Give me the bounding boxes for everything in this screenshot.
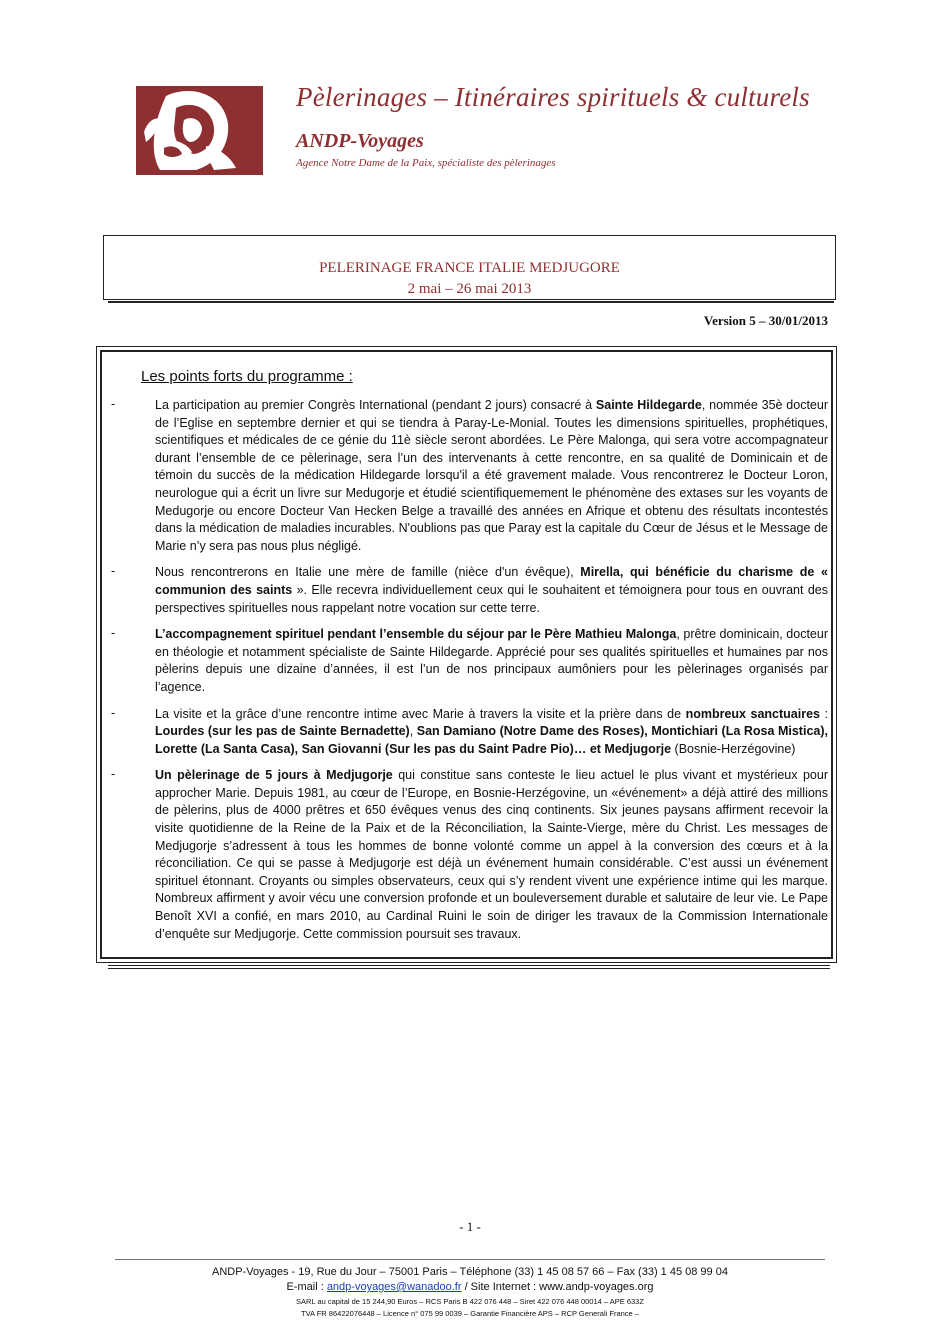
- section-heading: Les points forts du programme :: [141, 368, 353, 385]
- text-run: (Bosnie-Herzégovine): [671, 741, 796, 756]
- agency-tagline: Agence Notre Dame de la Paix, spécialiste des pèlerinages: [296, 157, 556, 169]
- bold-text-run: Lourdes (sur les pas de Sainte Bernadette): [155, 724, 410, 739]
- text-run: La participation au premier Congrès International (pendant 2 jours) consacré à: [155, 398, 596, 412]
- text-run: ,: [409, 724, 417, 739]
- text-run: , nommée 35è docteur de l’Eglise en septembre dernier et qui se tiendra à Paray-Le-Monial. Toutes les dimensions spirituelles, prophétiques, scientifiques et médicales de ce génie du 11è siècle seront abordées. Le Père Malonga, qui sera votre accompagnateur durant l’ensemble de ce pèlerinage, sera l’un des intervenants à cette rencontre, en sa qualité de Dominicain et de témoin du succès de la médication Hildegarde lorsqu'il a été gravement malade. Vous rencontrerez le Docteur Loron, neurologue qui a écrit un livre sur Medugorje et étudié scientifiquemement le phénomène des extases sur les voyants de Medugorje ou encore Docteur Van Hecken Belge a travaillé des années en Afrique et obtenu des résultats incontestés dans la médication de maladies incurables. N'oublions pas que Paray est la capitale du Cœur de Jésus et le Message de Marie n’y sera pas nous plus négligé.: [155, 398, 828, 553]
- list-item: [110, 706, 828, 759]
- bullet-dash: -: [111, 397, 116, 411]
- list-item: [110, 397, 828, 555]
- bold-text-run: L’accompagnement spirituel pendant l’ensemble du séjour par le Père Mathieu Malonga: [155, 627, 677, 642]
- list-item-text: [155, 397, 828, 555]
- text-run: qui constitue sans conteste le lieu actuel le plus vivant et mystérieux pour approcher Marie. Depuis 1981, au cœur de l’Europe, en Bosnie-Herzégovine, un «événement» a déjà attiré des millions de pèlerins, plus de 4000 prêtres et 650 évêques venus des cinq continents. Six jeunes paysans affirment recevoir la visite quotidienne de la Reine de la Paix et de la Réconciliation, la Sainte-Vierge, mère du Christ. Les messages de Medjugorje s’adressent à tous les hommes de bonne volonté comme un appel à la conversion des cœurs et à la réconciliation. Ce qui se passe à Medjugorje est déjà un événement humain considérable. C’est aussi un événement spirituel étonnant. Croyants ou simples observateurs, ceux qui s’y rendent vivent une expérience intime qui les marque. Nombreux affirment y avoir vécu une conversion profonde et un bouleversement durable et salutaire de leur vie. Le Pape Benoît XVI a confié, en mars 2010, au Cardinal Ruini le soin de diriger les travaux de la Commission Internationale d’enquête sur Medjugorje. Cette commission poursuit ses travaux.: [155, 768, 828, 941]
- footer-legal-1: SARL au capital de 15 244,90 Euros – RCS Paris B 422 076 448 – Siret 422 076 448 00014 – APE 633Z: [296, 1297, 644, 1306]
- bullet-dash: -: [111, 564, 116, 579]
- text-run: La visite et la grâce d’une rencontre intime avec Marie à travers la visite et la prière dans de: [155, 706, 686, 721]
- bold-text-run: San Damiano (Notre Dame des Roses), Montichiari (La Rosa Mistica), Lorette (La Santa Casa), San Giovanni (Sur les pas du Saint Padre Pio)… et Medjugorje: [155, 724, 828, 756]
- version-label: Version 5 – 30/01/2013: [703, 313, 828, 328]
- footer-divider: [115, 1259, 825, 1260]
- divider: [108, 965, 830, 966]
- bold-text-run: Mirella, qui bénéficie du charisme de « communion des saints: [155, 565, 829, 597]
- text-run: Nous rencontrerons en Italie une mère de famille (nièce d'un évêque),: [155, 565, 581, 580]
- brand-title: Pèlerinages – Itinéraires spirituels & culturels: [296, 82, 810, 112]
- agency-name: ANDP-Voyages: [296, 130, 424, 152]
- text-run: , prêtre dominicain, docteur en théologie et notamment spécialiste de Sainte Hildegarde. Apprécié pour ses qualités spirituelles et humaines par nos pèlerins depuis une dizaine d’années, il est l’un de nos principaux aumôniers pour les pèlerinages organisés par l’agence.: [155, 627, 828, 694]
- list-item: [110, 767, 828, 943]
- website-text: / Site Internet : www.andp-voyages.org: [461, 1281, 654, 1293]
- bold-text-run: nombreux sanctuaires: [685, 706, 820, 721]
- page-number: - 1 -: [459, 1219, 481, 1234]
- bullet-dash: -: [111, 705, 116, 720]
- email-label: E-mail :: [286, 1281, 327, 1293]
- bold-text-run: Sainte Hildegarde: [595, 398, 702, 412]
- email-link[interactable]: andp-voyages@wanadoo.fr: [326, 1281, 462, 1293]
- bold-text-run: Un pèlerinage de 5 jours à Medjugorje: [155, 768, 393, 783]
- text-run: :: [820, 706, 828, 721]
- divider: [108, 968, 830, 969]
- list-item-text: [155, 767, 828, 943]
- list-item: [110, 564, 828, 617]
- text-run: ». Elle recevra individuellement ceux qui le souhaitent et témoignera pour tous en ouvrant des perspectives spirituelles nous rappelant notre vocation sur cette terre.: [155, 582, 828, 615]
- list-item-text: [155, 564, 828, 617]
- madonna-and-child-icon: [136, 86, 263, 175]
- footer-contact: [0, 1281, 940, 1293]
- list-item-text: [155, 706, 828, 759]
- divider: [108, 301, 834, 303]
- bullet-dash: -: [111, 767, 116, 782]
- list-item: [110, 626, 828, 696]
- bullet-dash: -: [111, 626, 116, 641]
- footer-address: ANDP-Voyages - 19, Rue du Jour – 75001 Paris – Téléphone (33) 1 45 08 57 66 – Fax (33) 1 45 08 99 04: [212, 1266, 728, 1278]
- trip-title: PELERINAGE FRANCE ITALIE MEDJUGORE: [319, 260, 620, 276]
- trip-dates: 2 mai – 26 mai 2013: [407, 281, 532, 297]
- footer-legal-2: TVA FR 86422076448 – Licence n° 075 99 0039 – Garantie Financière APS – RCP Generali France –: [301, 1309, 639, 1318]
- highlights-list: [110, 397, 828, 952]
- list-item-text: [155, 626, 828, 696]
